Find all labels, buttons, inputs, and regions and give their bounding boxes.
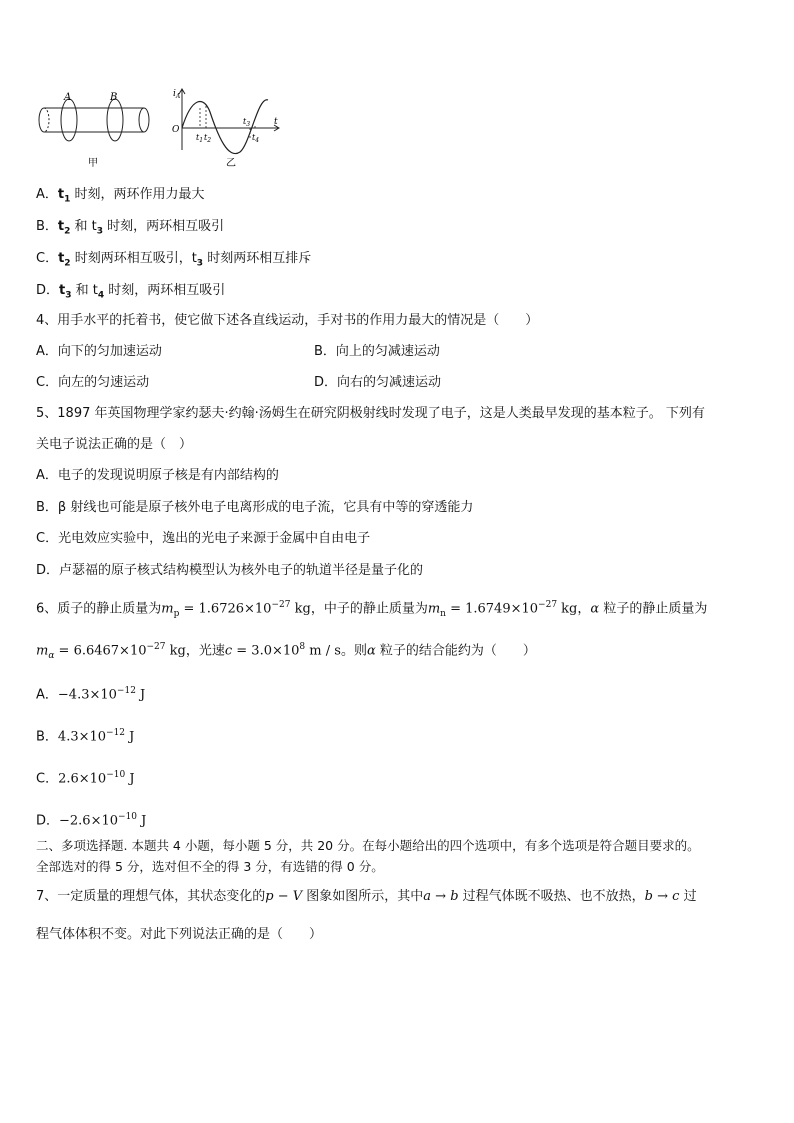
q6-stem-line2: $m_\alpha = 6.6467\times 10^{-27}$ kg，光速$c = 3.0\times 10^8$ m / s。则α 粒子的结合能约为（ ）	[36, 642, 536, 661]
q3-option-d: D．$t_3$ 和 $t_4$ 时刻，两环相互吸引	[36, 283, 226, 301]
t2-label: $t_2$	[204, 133, 212, 144]
q5-option-b: B．β 射线也可能是原子核外电子电离形成的电子流，它具有中等的穿透能力	[36, 500, 474, 515]
t4-label: $t_4$	[252, 133, 260, 144]
q4-stem: 4、用手水平的托着书，使它做下述各直线运动，手对书的作用力最大的情况是（ ）	[36, 313, 539, 328]
q6-option-c: C．$2.6\times 10^{-10}$ J	[36, 770, 135, 787]
q7-stem-line1: 7、一定质量的理想气体，其状态变化的p − V 图象如图所示，其中a → b 过程气体既不吸热、也不放热，b → c 过	[36, 889, 697, 904]
figure-current-graph	[172, 89, 279, 169]
q6-option-d: D．$-2.6\times 10^{-10}$ J	[36, 812, 147, 829]
q5-stem-line1: 5、1897 年英国物理学家约瑟夫·约翰·汤姆生在研究阴极射线时发现了电子，这是人类最早发现的基本粒子。 下列有	[36, 406, 705, 421]
q5-option-d: D．卢瑟福的原子核式结构模型认为核外电子的轨道半径是量子化的	[36, 563, 424, 578]
section2-line1: 二、多项选择题. 本题共 4 小题，每小题 5 分，共 20 分。在每小题给出的四个选项中，有多个选项是符合题目要求的。	[36, 838, 700, 853]
origin-label: O	[172, 125, 180, 135]
q3-option-a: A．$t_1$ 时刻，两环作用力最大	[36, 187, 205, 205]
t3-label: $t_3$	[243, 117, 251, 128]
q4-option-a: A．向下的匀加速运动	[36, 344, 162, 359]
q5-stem-line2: 关电子说法正确的是（ ）	[36, 437, 193, 452]
q5-option-a: A．电子的发现说明原子核是有内部结构的	[36, 468, 279, 483]
axis-t-label: t	[274, 117, 278, 127]
ring-a-label: A	[64, 92, 72, 103]
t1-label: $t_1$	[196, 133, 204, 144]
q7-stem-line2: 程气体体积不变。对此下列说法正确的是（ ）	[36, 927, 323, 942]
figure-caption-yi: 乙	[226, 158, 236, 169]
figure-caption-jia: 甲	[88, 158, 98, 169]
q3-option-b: B．$t_2$ 和 $t_3$ 时刻，两环相互吸引	[36, 219, 225, 237]
q6-stem-line1: 6、质子的静止质量为$m_p = 1.6726\times 10^{-27}$ kg，中子的静止质量为$m_n = 1.6749\times 10^{-27}$ kg，α 粒子的静止质量为	[36, 600, 708, 619]
figure-cylinder-rings	[39, 92, 149, 169]
section2-line2: 全部选对的得 5 分，选对但不全的得 3 分，有选错的得 0 分。	[36, 859, 384, 874]
ring-b-label: B	[110, 92, 118, 103]
axis-i-label: $i_A$	[173, 89, 181, 100]
q4-option-c: C．向左的匀速运动	[36, 375, 150, 390]
q6-option-b: B．$4.3\times 10^{-12}$ J	[36, 728, 135, 745]
figure-area	[36, 86, 296, 170]
figure-svg	[36, 86, 296, 170]
q4-option-d: D．向右的匀减速运动	[314, 375, 442, 390]
q4-option-b: B．向上的匀减速运动	[314, 344, 440, 359]
q3-option-c: C．$t_2$ 时刻两环相互吸引，$t_3$ 时刻两环相互排斥	[36, 251, 312, 269]
q5-option-c: C．光电效应实验中，逸出的光电子来源于金属中自由电子	[36, 531, 371, 546]
q6-option-a: A．$-4.3\times 10^{-12}$ J	[36, 686, 146, 703]
